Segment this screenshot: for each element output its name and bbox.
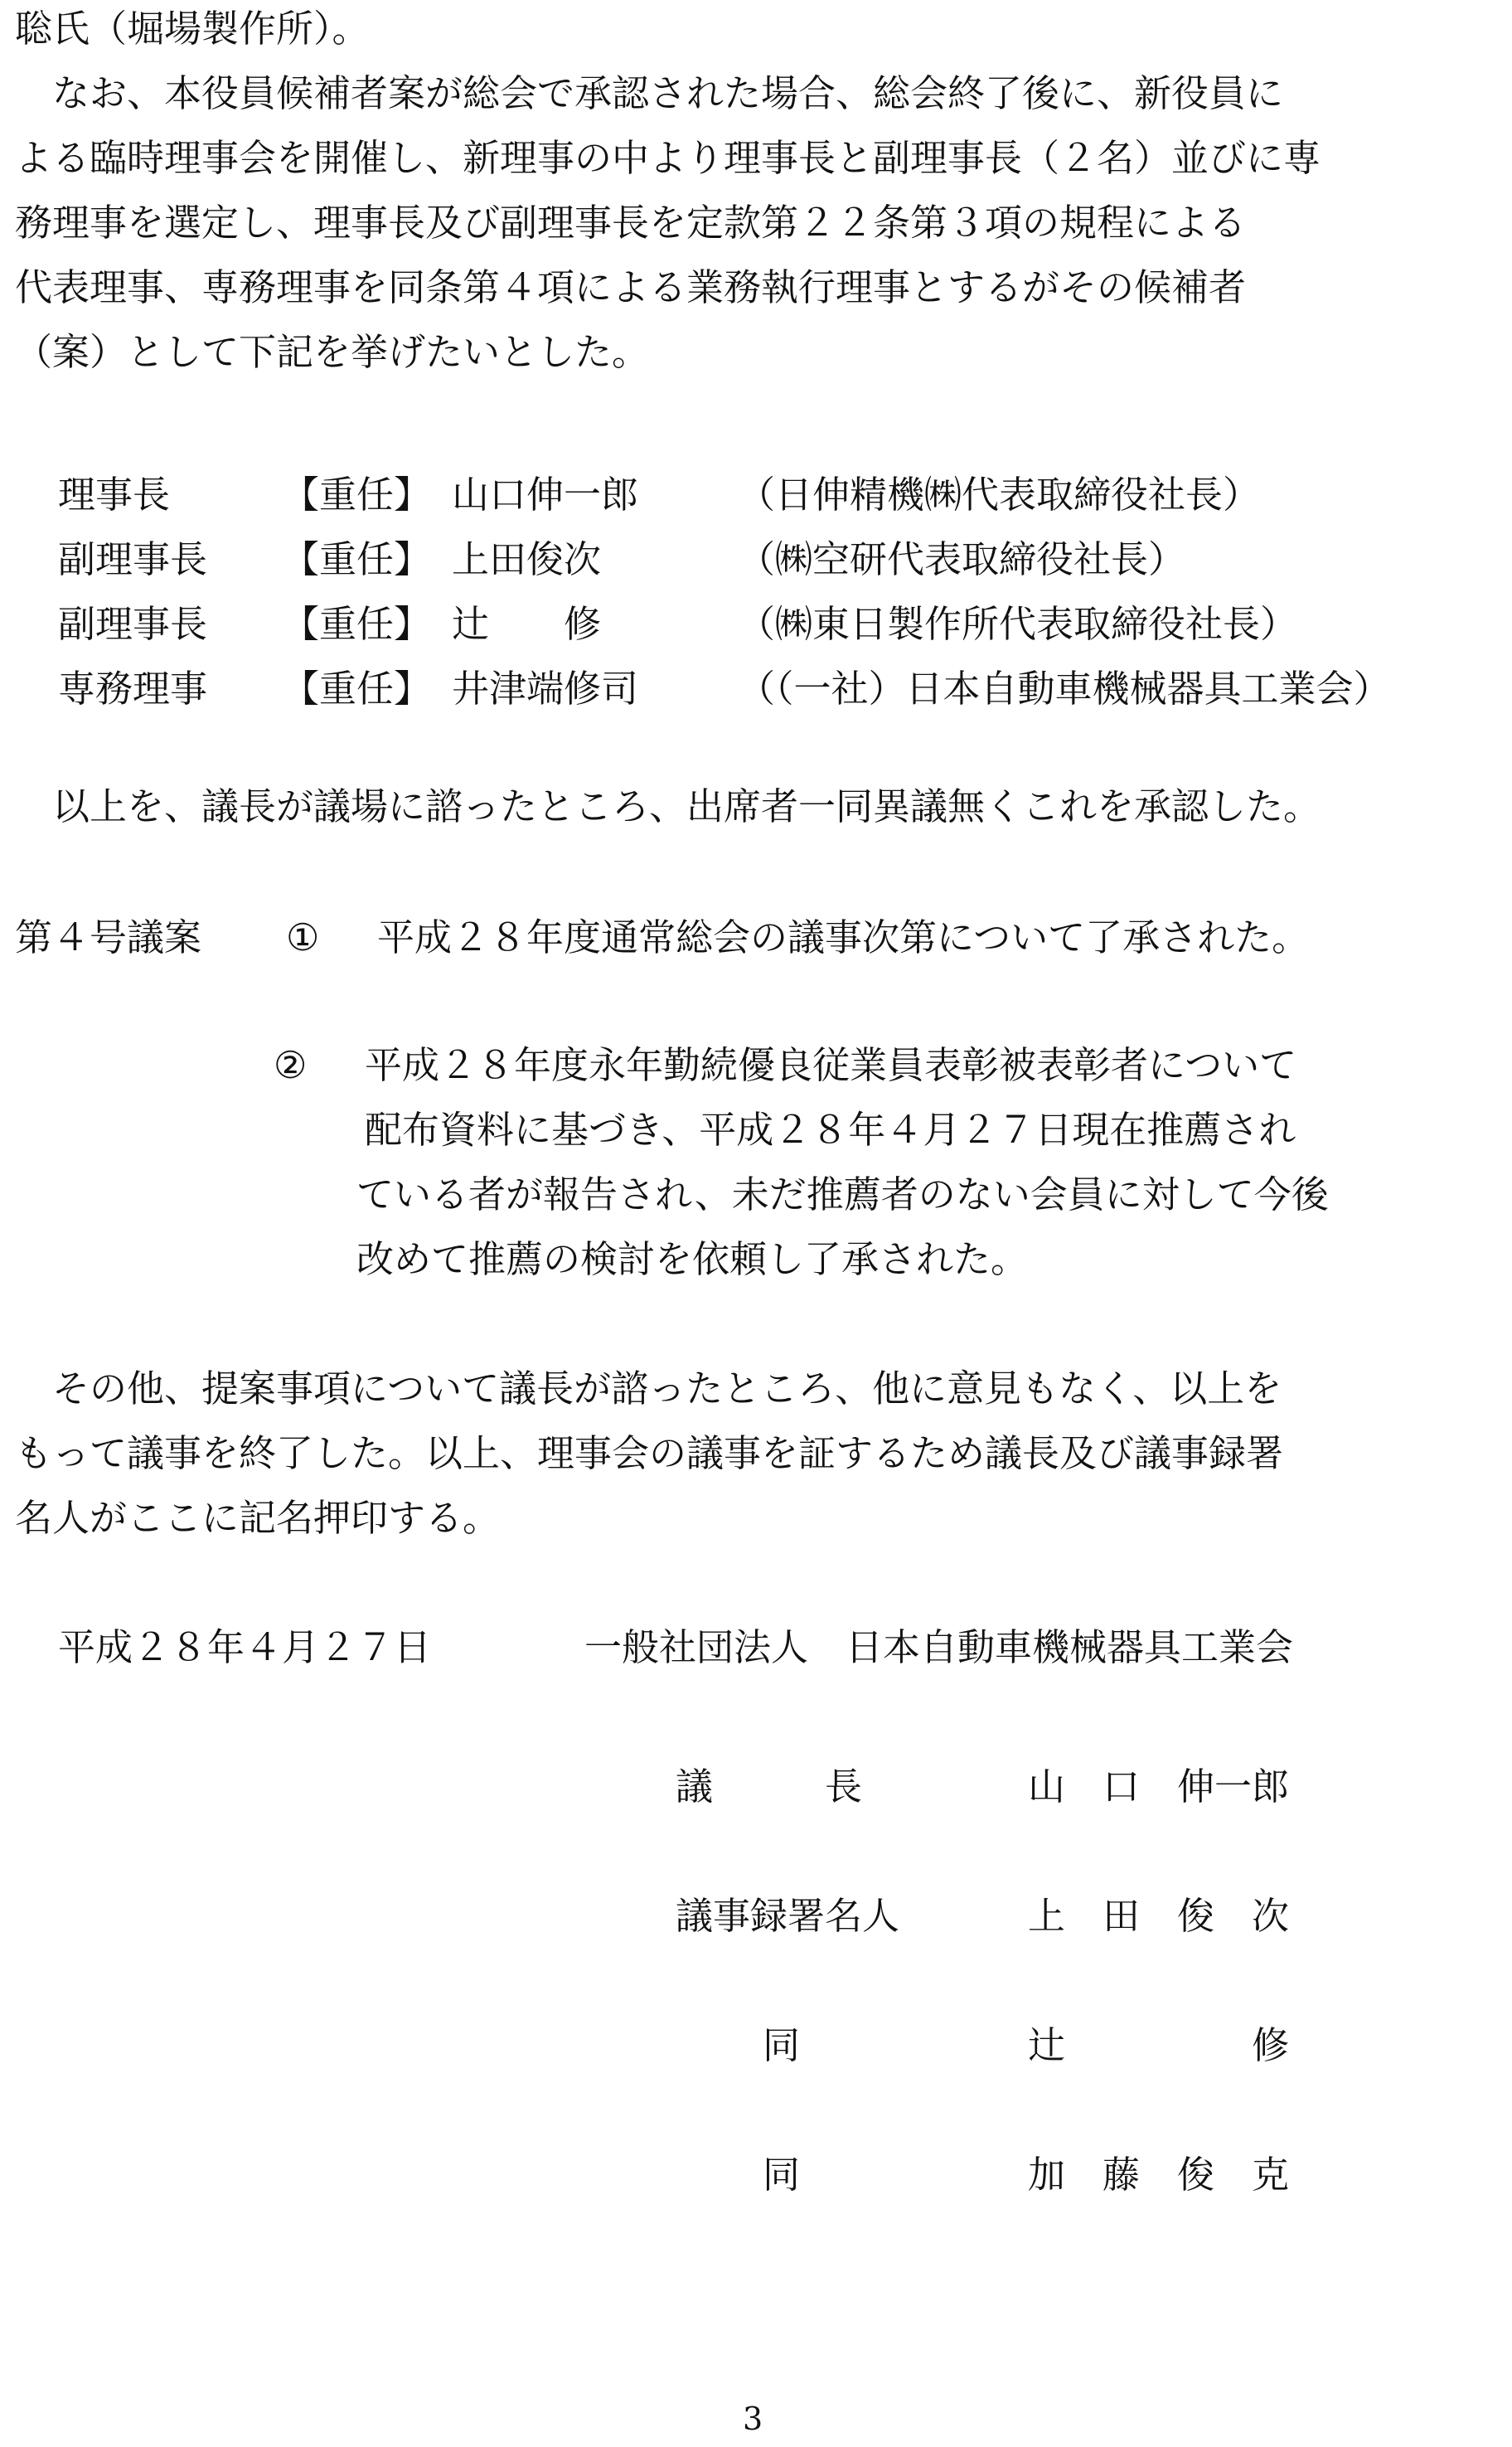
signatory-title: 議 長 [676,1765,863,1809]
signatory-name: 上 田 俊 次 [1028,1894,1290,1938]
agenda-item-text: ている者が報告され、未だ推薦者のない会員に対して今後 [356,1173,1329,1216]
roster-role: 理事長 [58,473,171,517]
agenda-label: 第４号議案 [15,915,202,959]
text-line: 聡氏（堀場製作所）。 [15,7,370,51]
agenda-item-number: ① [286,915,320,959]
agenda-item-number: ② [274,1043,308,1087]
roster-name: 上田俊次 [452,537,602,581]
agenda-item-text: 平成２８年度通常総会の議事次第について了承された。 [377,915,1310,959]
roster-tag: 【重任】 [282,667,432,711]
roster-role: 副理事長 [58,602,208,646]
text-line: 務理事を選定し、理事長及び副理事長を定款第２２条第３項の規程による [15,201,1247,245]
signatory-title: 同 [763,2023,801,2067]
approval-line: 以上を、議長が議場に諮ったところ、出席者一同異議無くこれを承認した。 [15,784,1321,828]
signatory-name: 辻 修 [1028,2023,1290,2067]
text-line: よる臨時理事会を開催し、新理事の中より理事長と副理事長（２名）並びに専 [15,136,1321,180]
roster-name: 井津端修司 [452,667,639,711]
text-line: その他、提案事項について議長が諮ったところ、他に意見もなく、以上を [15,1367,1282,1410]
roster-tag: 【重任】 [282,537,432,581]
roster-role: 専務理事 [58,667,208,711]
page-number: 3 [743,2401,763,2437]
roster-name: 山口伸一郎 [452,473,639,517]
signatory-title: 議事録署名人 [676,1894,900,1938]
agenda-item-text: 平成２８年度永年勤続優良従業員表彰被表彰者について [365,1043,1297,1087]
roster-tag: 【重任】 [282,602,432,646]
text-line: 名人がここに記名押印する。 [15,1496,501,1540]
roster-org: （（一社）日本自動車機械器具工業会） [738,667,1391,711]
roster-org: （㈱東日製作所代表取締役社長） [738,602,1298,646]
text-line: なお、本役員候補者案が総会で承認された場合、総会終了後に、新役員に [15,71,1284,115]
text-line: （案）として下記を挙げたいとした。 [15,330,650,374]
signatory-title: 同 [763,2153,801,2197]
signatory-name: 山 口 伸一郎 [1028,1765,1290,1809]
roster-org: （日伸精機㈱代表取締役社長） [738,473,1261,517]
organization-name: 一般社団法人 日本自動車機械器具工業会 [584,1625,1294,1669]
document-date: 平成２８年４月２７日 [58,1625,432,1669]
agenda-item-text: 改めて推薦の検討を依頼し了承された。 [356,1237,1029,1281]
agenda-item-text: 配布資料に基づき、平成２８年４月２７日現在推薦され [365,1108,1296,1152]
text-line: もって議事を終了した。以上、理事会の議事を証するため議長及び議事録署 [15,1431,1284,1475]
signatory-name: 加 藤 俊 克 [1028,2153,1290,2197]
roster-role: 副理事長 [58,537,208,581]
text-line: 代表理事、専務理事を同条第４項による業務執行理事とするがその候補者 [15,265,1247,309]
roster-tag: 【重任】 [282,473,432,517]
roster-org: （㈱空研代表取締役社長） [738,537,1186,581]
roster-name: 辻 修 [452,602,602,646]
